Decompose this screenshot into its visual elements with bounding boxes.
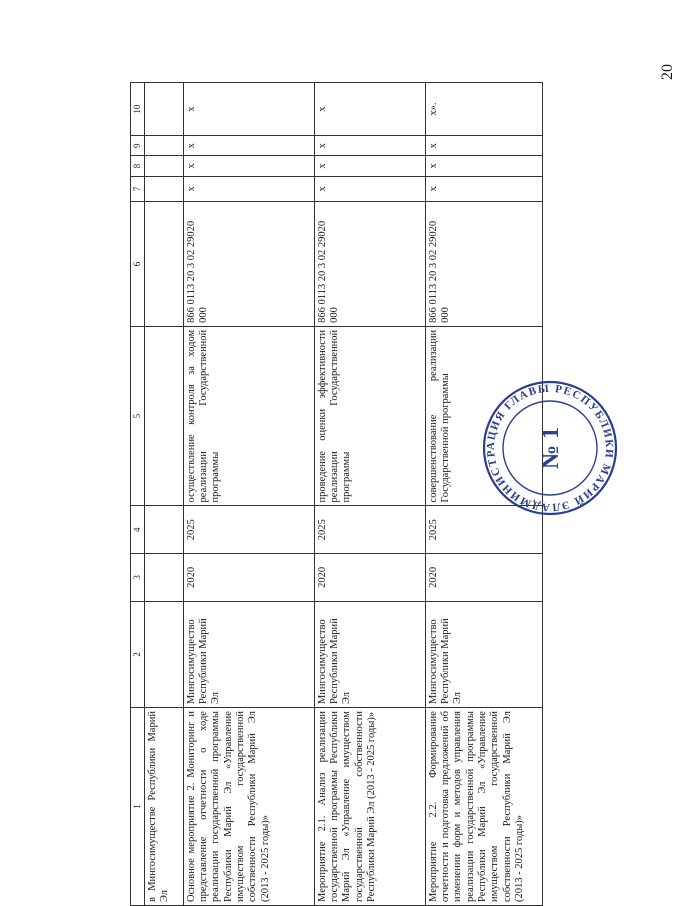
column-number-row <box>131 83 145 906</box>
cell-executor: Мингосимущество Республики Марий Эл <box>425 601 542 707</box>
stamp-number: № 1 <box>538 426 564 470</box>
cell-value: х <box>183 136 314 156</box>
cell-activity: Мероприятие 2.2. Формирование отчетности и подготовка предложений об изменении форм и методов управления реализации государственной программы Республики Марий Эл «Управление имуществом государственной собственности Республики Марий Эл (2013 - 2025 годы)» <box>425 708 542 906</box>
cell-value: х <box>314 83 425 136</box>
cell-value: х <box>314 156 425 176</box>
cell-value: х <box>425 136 542 156</box>
col-header: 4 <box>131 506 145 554</box>
cell-result: проведение оценки эффективности реализации Государственной программы <box>314 326 425 506</box>
col-header: 9 <box>131 136 145 156</box>
cell-end-year: 2025 <box>183 506 314 554</box>
col-header: 10 <box>131 83 145 136</box>
cell-value: х <box>314 176 425 202</box>
cell-value: х <box>183 156 314 176</box>
cell-activity: в Мингосимуществе Республики Марий Эл <box>144 708 183 906</box>
page-number: 20 <box>659 64 676 80</box>
cell-end-year: 2025 <box>425 506 542 554</box>
cell-value: х <box>314 136 425 156</box>
cell-start-year: 2020 <box>183 554 314 602</box>
cell-value: х <box>425 156 542 176</box>
table-row <box>314 83 425 906</box>
col-header: 5 <box>131 326 145 506</box>
col-header: 7 <box>131 176 145 202</box>
col-header: 3 <box>131 554 145 602</box>
cell-executor: Мингосимущество Республики Марий Эл <box>314 601 425 707</box>
cell-value: х <box>183 176 314 202</box>
col-header: 8 <box>131 156 145 176</box>
cell-start-year: 2020 <box>314 554 425 602</box>
official-stamp <box>480 378 620 518</box>
col-header: 2 <box>131 601 145 707</box>
cell-activity: Мероприятие 2.1. Анализ реализации государственной программы Республики Марий Эл «Управление имуществом государственной собственности Республики Марий Эл (2013 - 2025 годы)» <box>314 708 425 906</box>
cell-result: совершенствование реализации Государственной программы <box>425 326 542 506</box>
cell-budget-code: 866 0113 20 3 02 29020 000 <box>314 202 425 327</box>
cell-start-year: 2020 <box>425 554 542 602</box>
table-row <box>183 83 314 906</box>
cell-end-year: 2025 <box>314 506 425 554</box>
cell-executor: Мингосимущество Республики Марий Эл <box>183 601 314 707</box>
cell-value: х <box>183 83 314 136</box>
cell-activity: Основное мероприятие 2. Мониторинг и представление отчетности о ходе реализации государственной программы Республики Марий Эл «Управление имуществом государственной собственности Республики Марий Эл (2013 - 2025 годы)» <box>183 708 314 906</box>
cell-budget-code: 866 0113 20 3 02 29020 000 <box>183 202 314 327</box>
cell-result: осуществление контроля за ходом реализации Государственной программы <box>183 326 314 506</box>
cell-value: х <box>425 176 542 202</box>
table-row <box>144 83 183 906</box>
cell-budget-code: 866 0113 20 3 02 29020 000 <box>425 202 542 327</box>
col-header: 6 <box>131 202 145 327</box>
col-header: 1 <box>131 708 145 906</box>
cell-value: х». <box>425 83 542 136</box>
stamp-ring-text: АДМИНИСТРАЦИЯ ГЛАВЫ РЕСПУБЛИКИ МАРИЙ ЭЛ <box>484 382 616 514</box>
